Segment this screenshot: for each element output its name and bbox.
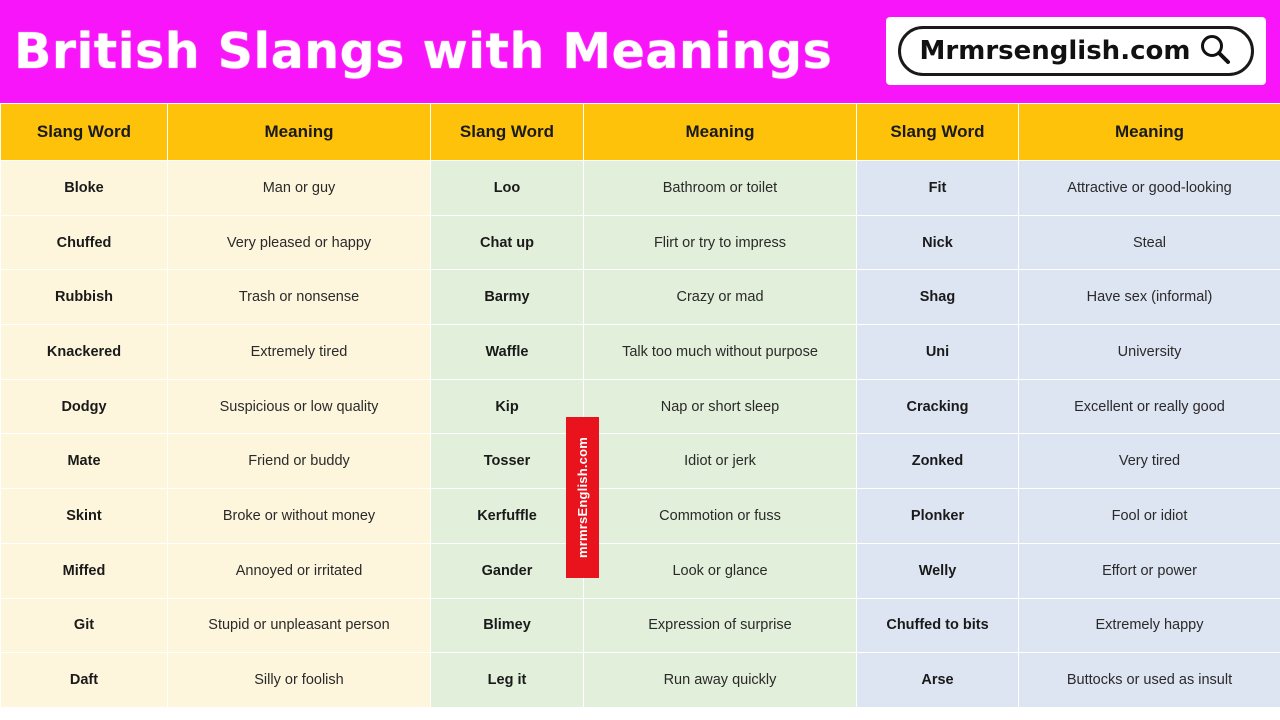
slang-word: Rubbish xyxy=(1,270,168,325)
slang-word: Chuffed xyxy=(1,215,168,270)
table-row xyxy=(1,434,1280,489)
table-row xyxy=(1,379,1280,434)
slang-meaning: Extremely tired xyxy=(168,325,431,380)
slang-word: Tosser xyxy=(431,434,584,489)
slang-word: Chuffed to bits xyxy=(857,598,1019,653)
slang-meaning: Buttocks or used as insult xyxy=(1019,653,1280,708)
column-header-slang-3: Slang Word xyxy=(857,104,1019,161)
slang-word: Kip xyxy=(431,379,584,434)
table-row xyxy=(1,543,1280,598)
table-head xyxy=(1,104,1280,161)
slang-meaning: Flirt or try to impress xyxy=(584,215,857,270)
watermark-badge xyxy=(566,417,599,578)
table-row xyxy=(1,598,1280,653)
slang-word: Zonked xyxy=(857,434,1019,489)
slang-word: Barmy xyxy=(431,270,584,325)
table-body xyxy=(1,161,1280,708)
slang-meaning: Commotion or fuss xyxy=(584,489,857,544)
slang-word: Arse xyxy=(857,653,1019,708)
slang-meaning: Expression of surprise xyxy=(584,598,857,653)
slang-word: Knackered xyxy=(1,325,168,380)
table-row xyxy=(1,489,1280,544)
slang-meaning: Run away quickly xyxy=(584,653,857,708)
slang-meaning: Steal xyxy=(1019,215,1280,270)
slang-word: Blimey xyxy=(431,598,584,653)
table-row xyxy=(1,270,1280,325)
column-header-meaning-3: Meaning xyxy=(1019,104,1280,161)
table-row xyxy=(1,215,1280,270)
slang-table xyxy=(0,103,1280,708)
slang-word: Chat up xyxy=(431,215,584,270)
slang-word: Miffed xyxy=(1,543,168,598)
slang-word: Skint xyxy=(1,489,168,544)
slang-word: Uni xyxy=(857,325,1019,380)
slang-word: Fit xyxy=(857,161,1019,216)
slang-meaning: Have sex (informal) xyxy=(1019,270,1280,325)
page-title: British Slangs with Meanings xyxy=(14,23,833,80)
slang-word: Gander xyxy=(431,543,584,598)
slang-meaning: Look or glance xyxy=(584,543,857,598)
brand-badge[interactable] xyxy=(886,17,1266,85)
slang-word: Daft xyxy=(1,653,168,708)
watermark-label: mrmrsEnglish.com xyxy=(575,437,590,558)
slang-meaning: Attractive or good-looking xyxy=(1019,161,1280,216)
slang-meaning: Bathroom or toilet xyxy=(584,161,857,216)
slang-word: Plonker xyxy=(857,489,1019,544)
slang-meaning: Very pleased or happy xyxy=(168,215,431,270)
slang-meaning: Stupid or unpleasant person xyxy=(168,598,431,653)
slang-meaning: Extremely happy xyxy=(1019,598,1280,653)
slang-meaning: Friend or buddy xyxy=(168,434,431,489)
page-header xyxy=(0,0,1280,103)
slang-meaning: Talk too much without purpose xyxy=(584,325,857,380)
slang-word: Bloke xyxy=(1,161,168,216)
slang-word: Leg it xyxy=(431,653,584,708)
slang-meaning: University xyxy=(1019,325,1280,380)
slang-meaning: Very tired xyxy=(1019,434,1280,489)
slang-word: Shag xyxy=(857,270,1019,325)
slang-meaning: Broke or without money xyxy=(168,489,431,544)
slang-meaning: Nap or short sleep xyxy=(584,379,857,434)
table-header-row xyxy=(1,104,1280,161)
slang-meaning: Fool or idiot xyxy=(1019,489,1280,544)
slang-word: Cracking xyxy=(857,379,1019,434)
slang-word: Mate xyxy=(1,434,168,489)
slang-word: Kerfuffle xyxy=(431,489,584,544)
table-row xyxy=(1,325,1280,380)
brand-pill xyxy=(898,26,1254,76)
column-header-slang-2: Slang Word xyxy=(431,104,584,161)
slang-meaning: Excellent or really good xyxy=(1019,379,1280,434)
slang-meaning: Annoyed or irritated xyxy=(168,543,431,598)
column-header-meaning-1: Meaning xyxy=(168,104,431,161)
slang-word: Welly xyxy=(857,543,1019,598)
table-row xyxy=(1,161,1280,216)
slang-word: Loo xyxy=(431,161,584,216)
slang-meaning: Man or guy xyxy=(168,161,431,216)
slang-meaning: Idiot or jerk xyxy=(584,434,857,489)
slang-meaning: Crazy or mad xyxy=(584,270,857,325)
column-header-slang-1: Slang Word xyxy=(1,104,168,161)
slang-meaning: Suspicious or low quality xyxy=(168,379,431,434)
table-row xyxy=(1,653,1280,708)
slang-meaning: Silly or foolish xyxy=(168,653,431,708)
slang-word: Git xyxy=(1,598,168,653)
search-icon xyxy=(1198,32,1232,71)
column-header-meaning-2: Meaning xyxy=(584,104,857,161)
brand-label: Mrmrsenglish.com xyxy=(919,36,1191,66)
slang-word: Waffle xyxy=(431,325,584,380)
slang-meaning: Effort or power xyxy=(1019,543,1280,598)
slang-word: Dodgy xyxy=(1,379,168,434)
slang-word: Nick xyxy=(857,215,1019,270)
slang-meaning: Trash or nonsense xyxy=(168,270,431,325)
